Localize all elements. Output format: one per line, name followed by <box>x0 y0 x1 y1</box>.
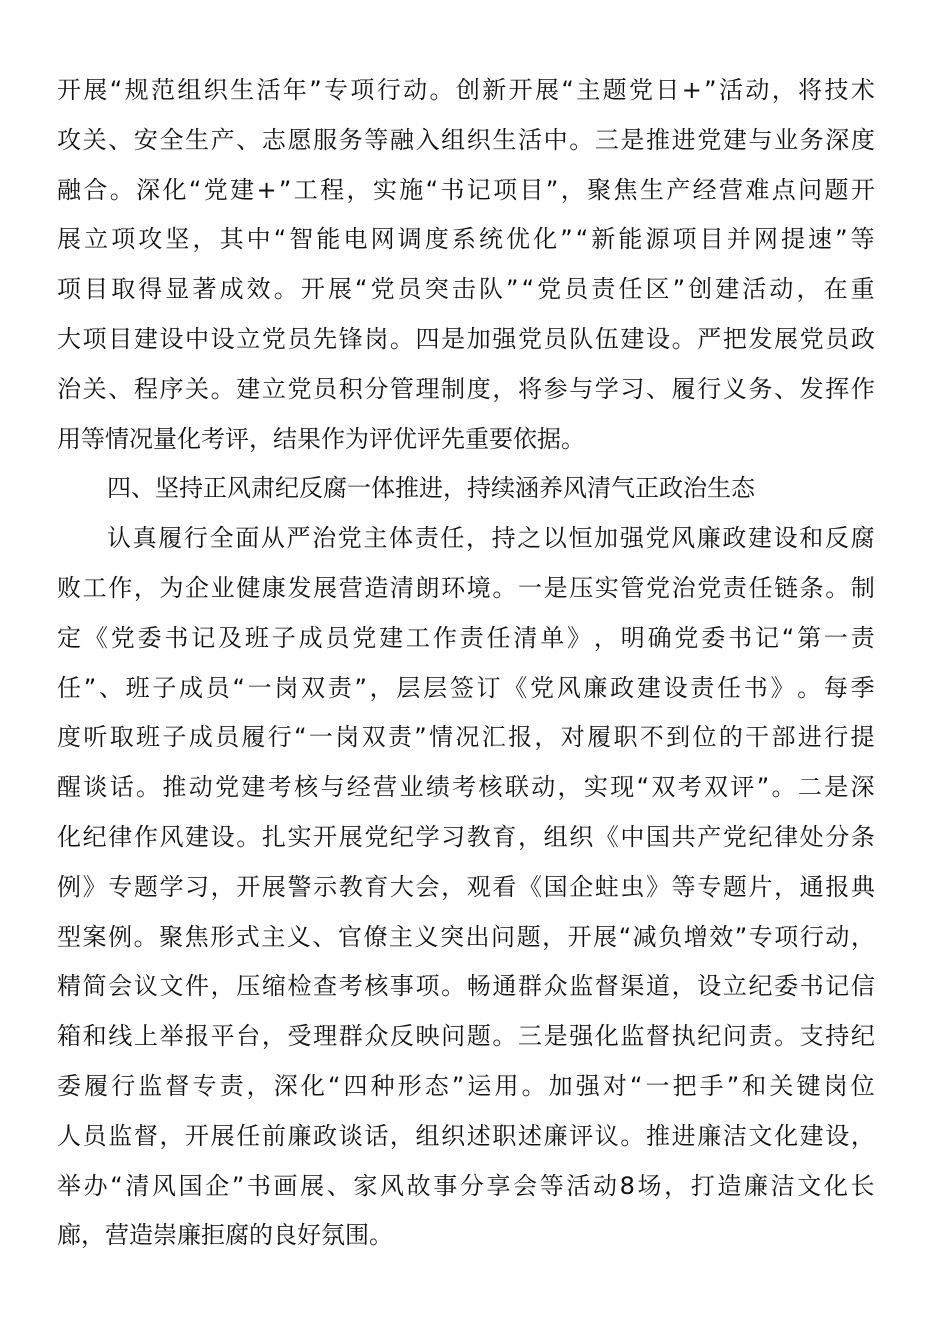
text-line: 型 案 例 。 聚 焦 形 式 主 义 、 官 僚 主 义 突 出 问 题 ， 开 展 “ 减 负 增 效 ” 专 项 行 动 ， <box>57 922 875 951</box>
section-heading: 四、坚持正风肃纪反腐一体推进，持续涵养风清气正政治生态 <box>107 474 755 503</box>
text-line: 例 》 专 题 学 习 ， 开 展 警 示 教 育 大 会 ， 观 看 《 国 企 蛀 虫 》 等 专 题 片 ， 通 报 典 <box>57 872 875 901</box>
text-line: 大 项 目 建 设 中 设 立 党 员 先 锋 岗 。 四 是 加 强 党 员 队 伍 建 设 。 严 把 发 展 党 员 政 <box>57 324 875 353</box>
text-line: 治 关 、 程 序 关 。 建 立 党 员 积 分 管 理 制 度 ， 将 参 与 学 习 、 履 行 义 务 、 发 挥 作 <box>57 374 875 403</box>
text-line: 败 工 作 ， 为 企 业 健 康 发 展 营 造 清 朗 环 境 。 一 是 压 实 管 党 治 党 责 任 链 条 。 制 <box>57 573 875 602</box>
text-line: 举 办 “ 清 风 国 企 ” 书 画 展 、 家 风 故 事 分 享 会 等 活 动 8 场 ， 打 造 廉 洁 文 化 长 <box>57 1171 875 1200</box>
text-line: 攻 关 、 安 全 生 产 、 志 愿 服 务 等 融 入 组 织 生 活 中 。 三 是 推 进 党 建 与 业 务 深 度 <box>57 125 875 154</box>
text-line: 开 展 “ 规 范 组 织 生 活 年 ” 专 项 行 动 。 创 新 开 展 “ 主 题 党 日 + ” 活 动 ， 将 技 术 <box>57 76 875 104</box>
text-line: 化 纪 律 作 风 建 设 。 扎 实 开 展 党 纪 学 习 教 育 ， 组 织 《 中 国 共 产 党 纪 律 处 分 条 <box>57 822 875 851</box>
text-line: 项 目 取 得 显 著 成 效 。 开 展 “ 党 员 突 击 队 ” “ 党 员 责 任 区 ” 创 建 活 动 ， 在 重 <box>57 275 875 304</box>
text-line: 融 合 。 深 化 “ 党 建 + ” 工 程 ， 实 施 “ 书 记 项 目 ” ， 聚 焦 生 产 经 营 难 点 问 题 开 <box>57 175 875 204</box>
text-line: 定 《 党 委 书 记 及 班 子 成 员 党 建 工 作 责 任 清 单 》 ， 明 确 党 委 书 记 “ 第 一 责 <box>57 623 875 652</box>
text-line: 廊，营造崇廉拒腐的良好氛围。 <box>57 1221 393 1250</box>
text-line: 人 员 监 督 ， 开 展 任 前 廉 政 谈 话 ， 组 织 述 职 述 廉 评 议 。 推 进 廉 洁 文 化 建 设 ， <box>57 1121 875 1150</box>
text-line: 度 听 取 班 子 成 员 履 行 “ 一 岗 双 责 ” 情 况 汇 报 ， 对 履 职 不 到 位 的 干 部 进 行 提 <box>57 723 875 752</box>
text-line: 委 履 行 监 督 专 责 ， 深 化 “ 四 种 形 态 ” 运 用 。 加 强 对 “ 一 把 手 ” 和 关 键 岗 位 <box>57 1071 875 1100</box>
text-line: 箱 和 线 上 举 报 平 台 ， 受 理 群 众 反 映 问 题 。 三 是 强 化 监 督 执 纪 问 责 。 支 持 纪 <box>57 1022 875 1051</box>
text-line: 用等情况量化考评，结果作为评优评先重要依据。 <box>57 424 585 453</box>
text-line: 展 立 项 攻 坚 ， 其 中 “ 智 能 电 网 调 度 系 统 优 化 ” “ 新 能 源 项 目 并 网 提 速 ” 等 <box>57 225 875 254</box>
text-line: 任 ” 、 班 子 成 员 “ 一 岗 双 责 ” ， 层 层 签 订 《 党 风 廉 政 建 设 责 任 书 》 。 每 季 <box>57 673 875 702</box>
document-page <box>57 70 875 1265</box>
text-line: 认 真 履 行 全 面 从 严 治 党 主 体 责 任 ， 持 之 以 恒 加 强 党 风 廉 政 建 设 和 反 腐 <box>107 524 875 553</box>
text-line: 醒 谈 话 。 推 动 党 建 考 核 与 经 营 业 绩 考 核 联 动 ， 实 现 “ 双 考 双 评 ” 。 二 是 深 <box>57 773 875 802</box>
text-line: 精 简 会 议 文 件 ， 压 缩 检 查 考 核 事 项 。 畅 通 群 众 监 督 渠 道 ， 设 立 纪 委 书 记 信 <box>57 972 875 1001</box>
